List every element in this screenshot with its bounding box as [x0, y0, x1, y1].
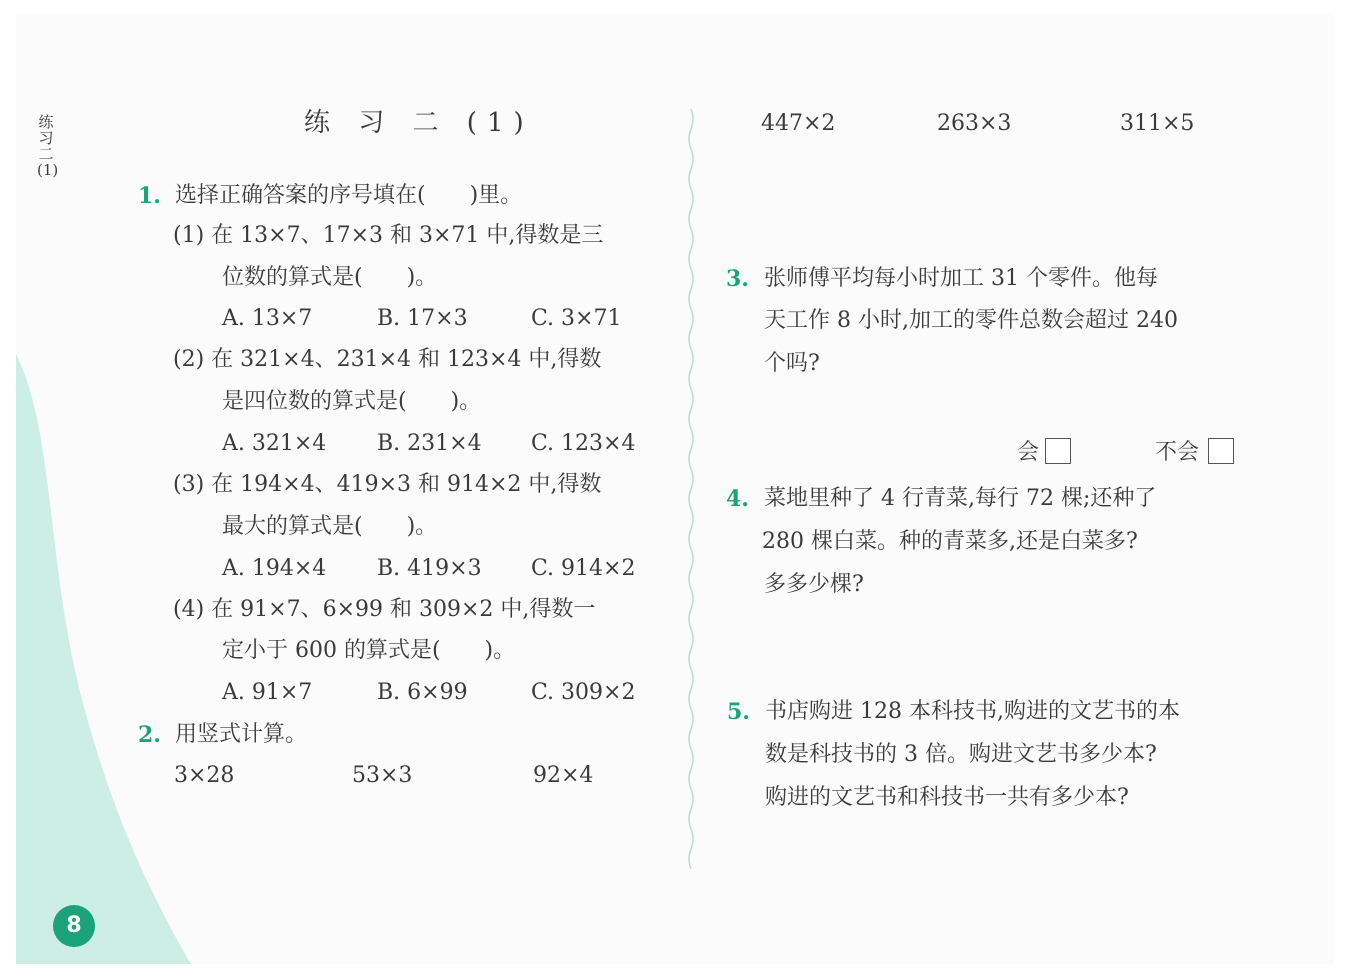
q2-expr-4: 447×2 [761, 111, 836, 136]
side-chapter-label: 练习二(1) [37, 113, 59, 179]
q5-line3: 购进的文艺书和科技书一共有多少本? [765, 785, 1129, 810]
q1-item2-option-b: B. 231×4 [377, 431, 482, 456]
q3-line1: 张师傅平均每小时加工 31 个零件。他每 [764, 266, 1158, 291]
page-number-badge: 8 [53, 905, 95, 947]
q1-item4-line1: (4) 在 91×7、6×99 和 309×2 中,得数一 [173, 597, 596, 622]
q1-item3-option-a: A. 194×4 [222, 556, 327, 581]
q2-prompt: 用竖式计算。 [175, 722, 308, 747]
q1-item1-option-b: B. 17×3 [377, 306, 468, 331]
q4-line2: 280 棵白菜。种的青菜多,还是白菜多? [762, 529, 1138, 554]
q1-item1-option-c: C. 3×71 [531, 306, 622, 331]
workbook-page [16, 14, 1334, 964]
q2-expr-3: 92×4 [533, 763, 594, 788]
page-divider [686, 109, 696, 879]
q1-item1-line2: 位数的算式是( )。 [222, 265, 438, 290]
q3-choice-no-checkbox[interactable] [1208, 438, 1234, 464]
q1-item1-line1: (1) 在 13×7、17×3 和 3×71 中,得数是三 [173, 223, 604, 248]
q3-choice-yes-checkbox[interactable] [1045, 438, 1071, 464]
q1-item2-line1: (2) 在 321×4、231×4 和 123×4 中,得数 [173, 347, 602, 372]
q5-line2: 数是科技书的 3 倍。购进文艺书多少本? [765, 742, 1157, 767]
q1-item3-line2: 最大的算式是( )。 [222, 514, 438, 539]
q3-number: 3. [726, 266, 749, 292]
q4-line1: 菜地里种了 4 行青菜,每行 72 棵;还种了 [764, 486, 1157, 511]
q4-number: 4. [726, 486, 749, 512]
q2-expr-2: 53×3 [352, 763, 413, 788]
q1-item3-line1: (3) 在 194×4、419×3 和 914×2 中,得数 [173, 472, 602, 497]
q1-prompt: 选择正确答案的序号填在( )里。 [175, 183, 523, 208]
page-title: 练 习 二 (1) [304, 108, 534, 138]
q1-item2-option-a: A. 321×4 [222, 431, 327, 456]
q2-expr-5: 263×3 [937, 111, 1012, 136]
q1-item4-option-c: C. 309×2 [531, 680, 636, 705]
q1-item4-line2: 定小于 600 的算式是( )。 [222, 638, 516, 663]
q3-line2: 天工作 8 小时,加工的零件总数会超过 240 [764, 308, 1178, 333]
q4-line3: 多多少棵? [764, 572, 864, 597]
q1-item1-option-a: A. 13×7 [222, 306, 313, 331]
q3-choice-no-label: 不会 [1155, 440, 1200, 465]
q1-item4-option-a: A. 91×7 [222, 680, 313, 705]
q3-choice-yes-label: 会 [1017, 440, 1040, 465]
q2-expr-6: 311×5 [1120, 111, 1195, 136]
q1-item3-option-c: C. 914×2 [531, 556, 636, 581]
q5-number: 5. [727, 699, 750, 725]
q3-line3: 个吗? [764, 351, 820, 376]
q1-item2-option-c: C. 123×4 [531, 431, 636, 456]
q2-expr-1: 3×28 [174, 763, 235, 788]
q2-number: 2. [138, 722, 161, 748]
q5-line1: 书店购进 128 本科技书,购进的文艺书的本 [765, 699, 1180, 724]
q1-item2-line2: 是四位数的算式是( )。 [222, 389, 482, 414]
q1-number: 1. [138, 183, 161, 209]
q1-item4-option-b: B. 6×99 [377, 680, 468, 705]
q1-item3-option-b: B. 419×3 [377, 556, 482, 581]
